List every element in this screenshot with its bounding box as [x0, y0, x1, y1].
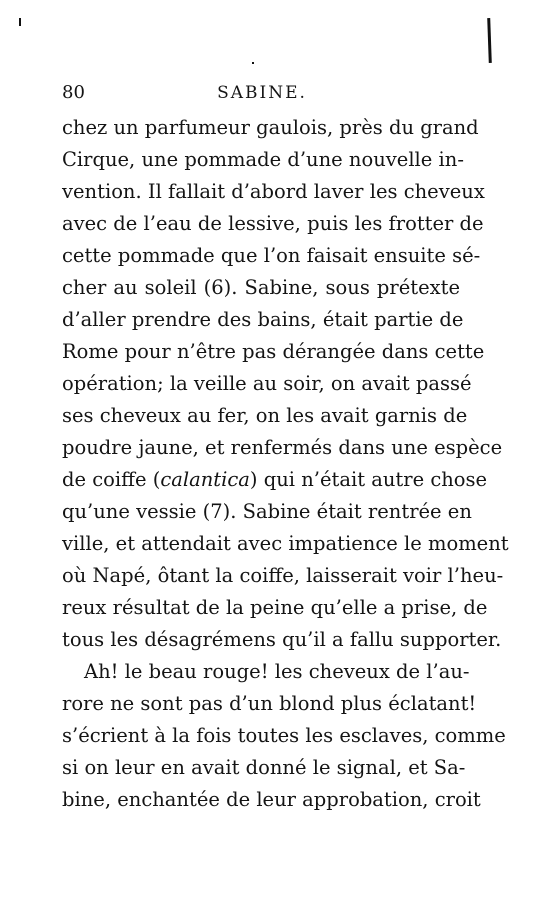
italic-term: calantica: [160, 468, 250, 491]
text-line: chez un parfumeur gaulois, près du grand: [62, 116, 479, 139]
text-line: d’aller prendre des bains, était partie de: [62, 308, 464, 331]
text-line: qu’une vessie (7). Sabine était rentrée en: [62, 500, 472, 523]
text-line: ville, et attendait avec impatience le moment: [62, 532, 509, 555]
text-segment: de coiffe (: [62, 468, 161, 491]
margin-mark-left: [19, 18, 21, 26]
text-line: Ah! le beau rouge! les cheveux de l’au-: [84, 660, 470, 683]
margin-dot: [252, 62, 254, 64]
text-line-with-italic: [62, 464, 488, 496]
text-line: poudre jaune, et renfermés dans une espèce: [62, 436, 503, 459]
text-line: cette pommade que l’on faisait ensuite sé-: [62, 244, 481, 267]
text-line: tous les désagrémens qu’il a fallu supporter.: [62, 628, 502, 651]
text-segment: ) qui n’était autre chose: [249, 468, 488, 491]
page-number: 80: [62, 82, 85, 103]
text-line: si on leur en avait donné le signal, et Sa-: [62, 756, 466, 779]
text-line: s’écrient à la fois toutes les esclaves, comme: [62, 724, 506, 747]
margin-mark-right: [487, 18, 492, 63]
running-title: SABINE.: [217, 83, 307, 103]
text-line: où Napé, ôtant la coiffe, laisserait voir l’heu-: [62, 564, 504, 587]
page-header: [62, 80, 462, 106]
text-line: Cirque, une pommade d’une nouvelle in-: [62, 148, 464, 171]
text-line: bine, enchantée de leur approbation, croit: [62, 788, 481, 811]
text-line: rore ne sont pas d’un blond plus éclatant!: [62, 692, 477, 715]
text-line: ses cheveux au fer, on les avait garnis de: [62, 404, 468, 427]
text-line: opération; la veille au soir, on avait passé: [62, 372, 472, 395]
text-line: cher au soleil (6). Sabine, sous prétexte: [62, 276, 460, 299]
text-line: avec de l’eau de lessive, puis les frotter de: [62, 212, 484, 235]
text-line: Rome pour n’être pas dérangée dans cette: [62, 340, 485, 363]
text-line: reux résultat de la peine qu’elle a prise, de: [62, 596, 488, 619]
body-text: [62, 112, 509, 816]
text-line: vention. Il fallait d’abord laver les cheveux: [62, 180, 485, 203]
